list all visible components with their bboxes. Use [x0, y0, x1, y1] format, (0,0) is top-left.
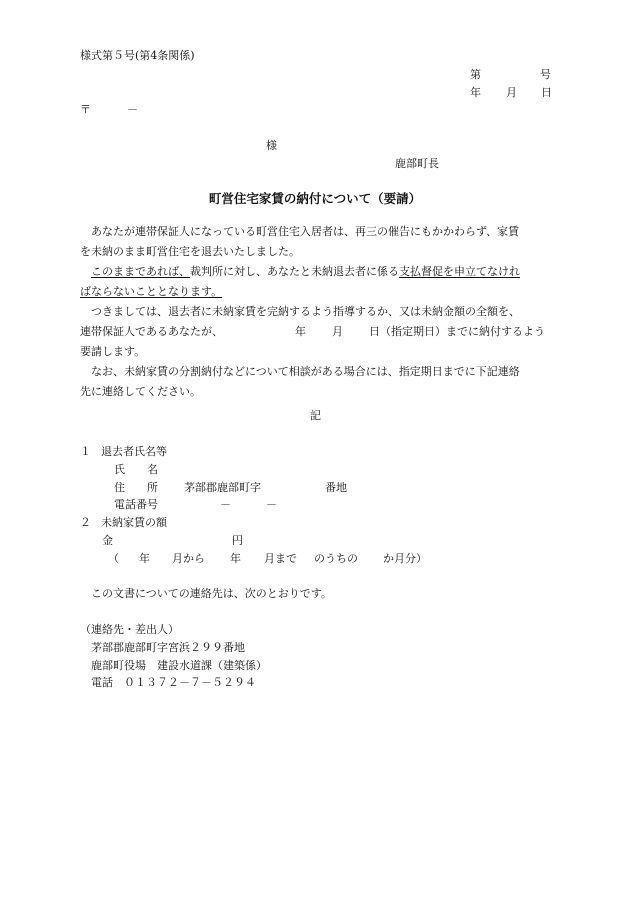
- p4-line2: 先に連絡してください。: [80, 385, 201, 398]
- sender-name: 鹿部町長: [395, 157, 439, 170]
- date-day-label: 日: [541, 86, 552, 99]
- paragraph-4: [80, 362, 552, 402]
- addressee-suffix: 様: [266, 139, 277, 152]
- item2-number: ２: [80, 516, 91, 529]
- period-of: のうちの: [314, 552, 358, 565]
- postal-dash: －: [127, 103, 138, 116]
- address-suffix: 番地: [325, 481, 347, 494]
- item2-label: 未納家賃の額: [101, 516, 167, 529]
- item1-number: １: [80, 445, 91, 458]
- date-month-label: 月: [506, 86, 517, 99]
- p3-line1: つきましては、退去者に未納家賃を完納するよう指導するか、又は未納金額の全額を、: [91, 305, 520, 318]
- period-open: （: [108, 552, 119, 565]
- amount-label: 金: [102, 534, 113, 547]
- p1-line2: を未納のまま町営住宅を退去いたしました。: [80, 245, 300, 258]
- name-label: 氏 名: [114, 463, 158, 476]
- p3-line2a: 連帯保証人であるあなたが、: [80, 325, 223, 338]
- phone-label: 電話番号: [114, 498, 158, 511]
- paragraph-3: [80, 302, 552, 362]
- period-year-2: 年: [230, 552, 241, 565]
- item1-label: 退去者氏名等: [101, 445, 167, 458]
- p2-underline-2: 支払督促を申立てなけれ: [399, 265, 520, 278]
- period-year-1: 年: [139, 552, 150, 565]
- amount-unit: 円: [232, 534, 243, 547]
- postal-mark: 〒: [80, 103, 91, 116]
- body-text: [80, 222, 552, 402]
- p3-day: 日（指定期日）までに納付するよう: [369, 325, 545, 338]
- p4-line1: なお、未納家賃の分割納付などについて相談がある場合には、指定期日までに下記連絡: [91, 365, 520, 378]
- p3-line3: 要請します。: [80, 345, 146, 358]
- p3-year: 年: [295, 325, 306, 338]
- doc-number-prefix: 第: [470, 68, 481, 81]
- contact-address: 茅部郡鹿部町字宮浜２９９番地: [91, 641, 245, 654]
- document-title: 町営住宅家賃の納付について（要請）: [208, 191, 422, 206]
- p2-underline-1: このままであれば、: [91, 265, 190, 278]
- address-value: 茅部郡鹿部町字: [184, 481, 261, 494]
- p1-line1: あなたが連帯保証人になっている町営住宅入居者は、再三の催告にもかかわらず、家賃: [91, 225, 520, 238]
- paragraph-1: [80, 222, 552, 262]
- date-year-label: 年: [470, 86, 481, 99]
- period-months: か月分）: [383, 552, 427, 565]
- period-month-from: 月から: [172, 552, 205, 565]
- phone-dash-2: －: [266, 498, 277, 511]
- p2-line2: ばならないこととなります。: [80, 285, 223, 298]
- period-month-to: 月まで: [264, 552, 297, 565]
- contact-phone: 電話 ０１３７２－７－５２９４: [91, 676, 256, 689]
- paragraph-2: [80, 262, 552, 302]
- ki-marker: 記: [310, 409, 321, 422]
- address-label: 住 所: [114, 481, 158, 494]
- p2-middle: 裁判所に対し、あなたと未納退去者に係る: [190, 265, 399, 278]
- doc-number-suffix: 号: [540, 68, 551, 81]
- form-number: 様式第５号(第4条関係): [80, 49, 195, 62]
- p3-month: 月: [332, 325, 343, 338]
- contact-intro: この文書についての連絡先は、次のとおりです。: [91, 587, 332, 600]
- contact-heading: （連絡先・差出人）: [80, 623, 179, 636]
- phone-dash-1: －: [220, 498, 231, 511]
- contact-office: 鹿部町役場 建設水道課（建築係）: [91, 659, 267, 672]
